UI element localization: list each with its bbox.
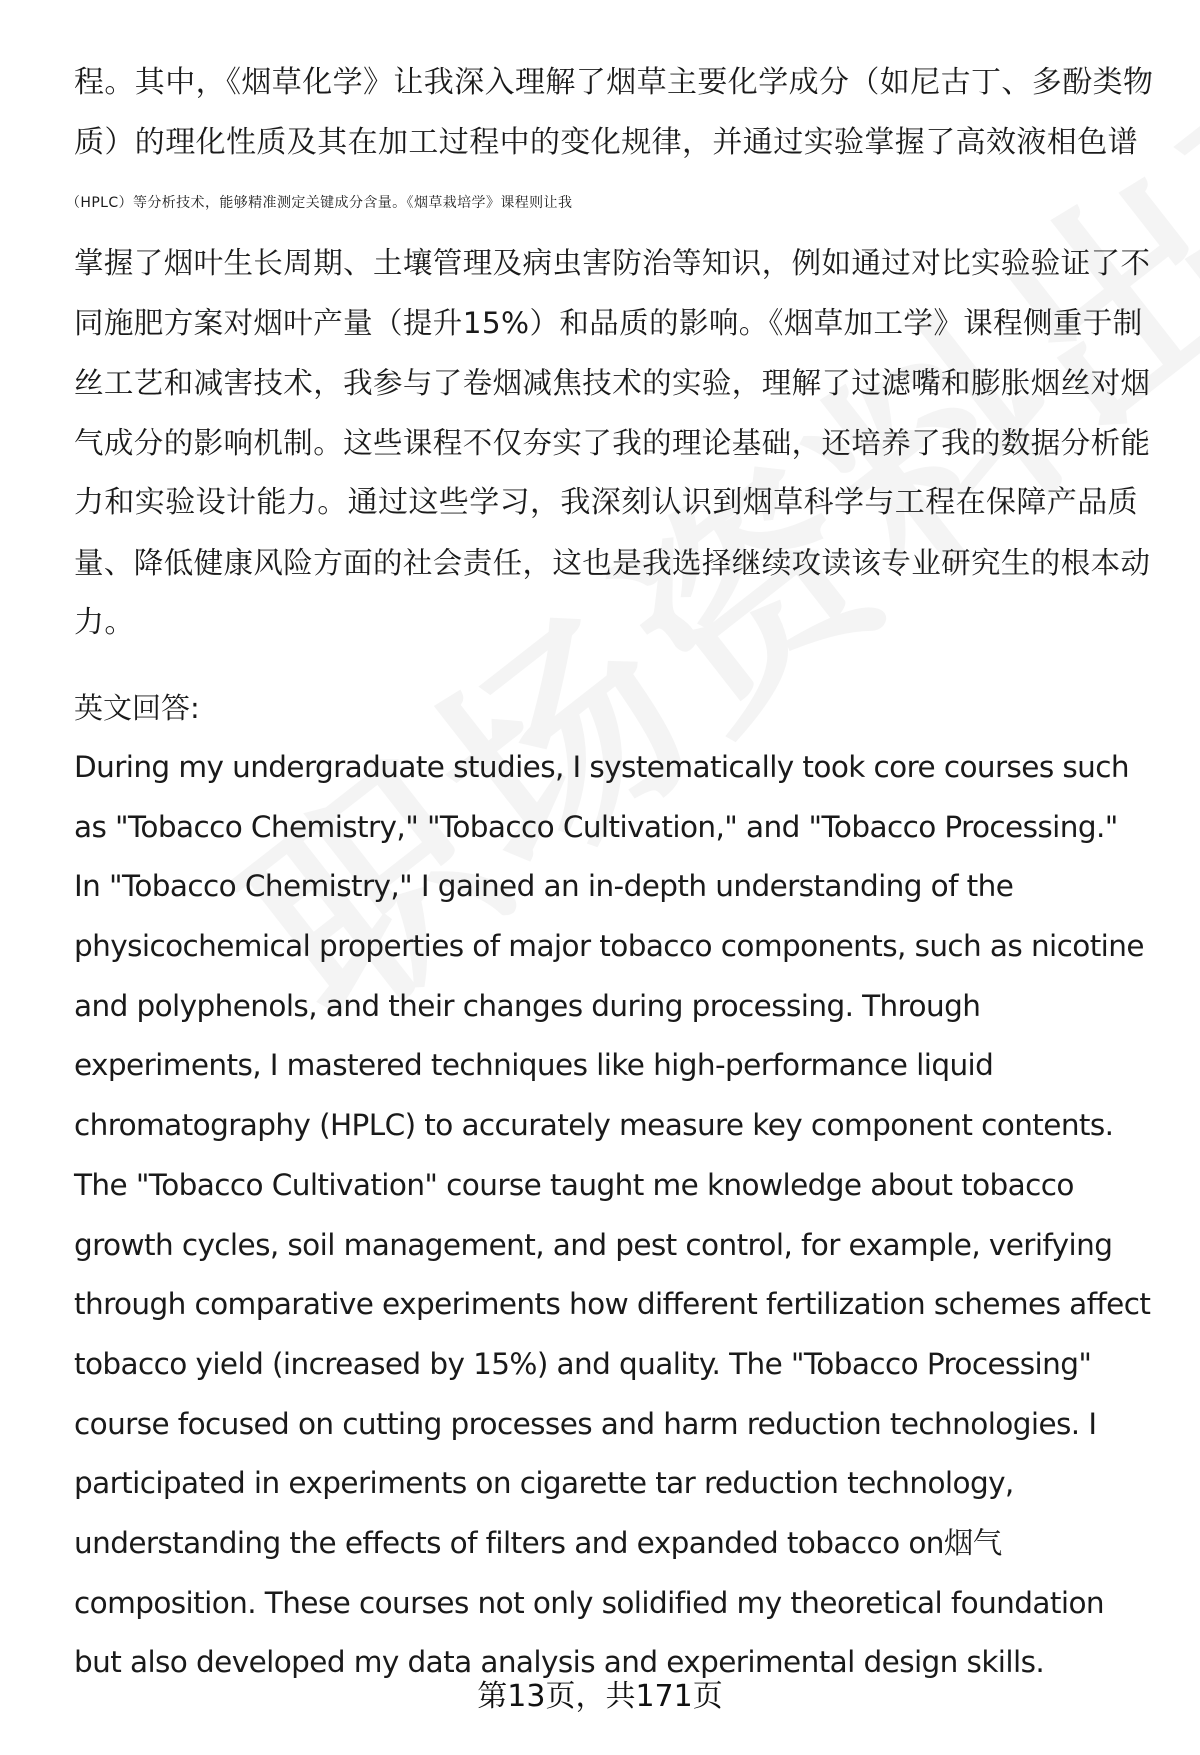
english-line: growth cycles, soil management, and pest control, for example, verifying [74,1227,1113,1262]
english-paragraph [74,738,1154,1693]
english-line: and polyphenols, and their changes during processing. Through [74,988,981,1023]
english-line: as "Tobacco Chemistry," "Tobacco Cultivation," and "Tobacco Processing." [74,809,1118,844]
english-line: chromatography (HPLC) to accurately measure key component contents. [74,1108,1114,1143]
chinese-line: 量、降低健康风险方面的社会责任，这也是我选择继续攻读该专业研究生的根本动 [74,546,1151,580]
chinese-paragraph [66,53,1154,653]
chinese-line: 力。 [74,605,135,640]
english-line: but also developed my data analysis and experimental design skills. [74,1645,1045,1680]
english-line: The "Tobacco Cultivation" course taught me knowledge about tobacco [74,1167,1074,1202]
chinese-line: 气成分的影响机制。这些课程不仅夯实了我的理论基础，还培养了我的数据分析能 [74,426,1151,460]
english-answer-label: 英文回答: [74,691,200,725]
chinese-line: 力和实验设计能力。通过这些学习，我深刻认识到烟草科学与工程在保障产品质 [74,485,1138,520]
chinese-line: 同施肥方案对烟叶产量（提升15%）和品质的影响。《烟草加工学》课程侧重于制 [74,306,1143,340]
english-line: In "Tobacco Chemistry," I gained an in-depth understanding of the [74,869,1014,904]
english-line: participated in experiments on cigarette tar reduction technology, [74,1466,1014,1501]
page-number-footer: 第13页，共171页 [477,1679,723,1714]
chinese-line: 质）的理化性质及其在加工过程中的变化规律，并通过实验掌握了高效液相色谱 [74,125,1138,160]
chinese-line: （HPLC）等分析技术，能够精准测定关键成分含量。《烟草栽培学》课程则让我 [66,195,573,211]
english-line: course focused on cutting processes and harm reduction technologies. I [74,1406,1097,1441]
english-line: composition. These courses not only solidified my theoretical foundation [74,1585,1104,1620]
english-line: physicochemical properties of major tobacco components, such as nicotine [74,929,1144,964]
english-line: understanding the effects of filters and expanded tobacco on烟气 [74,1525,1002,1560]
english-line: through comparative experiments how different fertilization schemes affect [74,1287,1151,1322]
chinese-line: 程。其中，《烟草化学》让我深入理解了烟草主要化学成分（如尼古丁、多酚类物 [74,65,1154,100]
english-line: experiments, I mastered techniques like high-performance liquid [74,1048,994,1083]
chinese-line: 掌握了烟叶生长周期、土壤管理及病虫害防治等知识，例如通过对比实验验证了不 [74,246,1151,280]
english-line: tobacco yield (increased by 15%) and quality. The "Tobacco Processing" [74,1346,1092,1381]
chinese-line: 丝工艺和减害技术，我参与了卷烟减焦技术的实验，理解了过滤嘴和膨胀烟丝对烟 [74,366,1151,400]
english-line: During my undergraduate studies, I systematically took core courses such [74,750,1129,784]
